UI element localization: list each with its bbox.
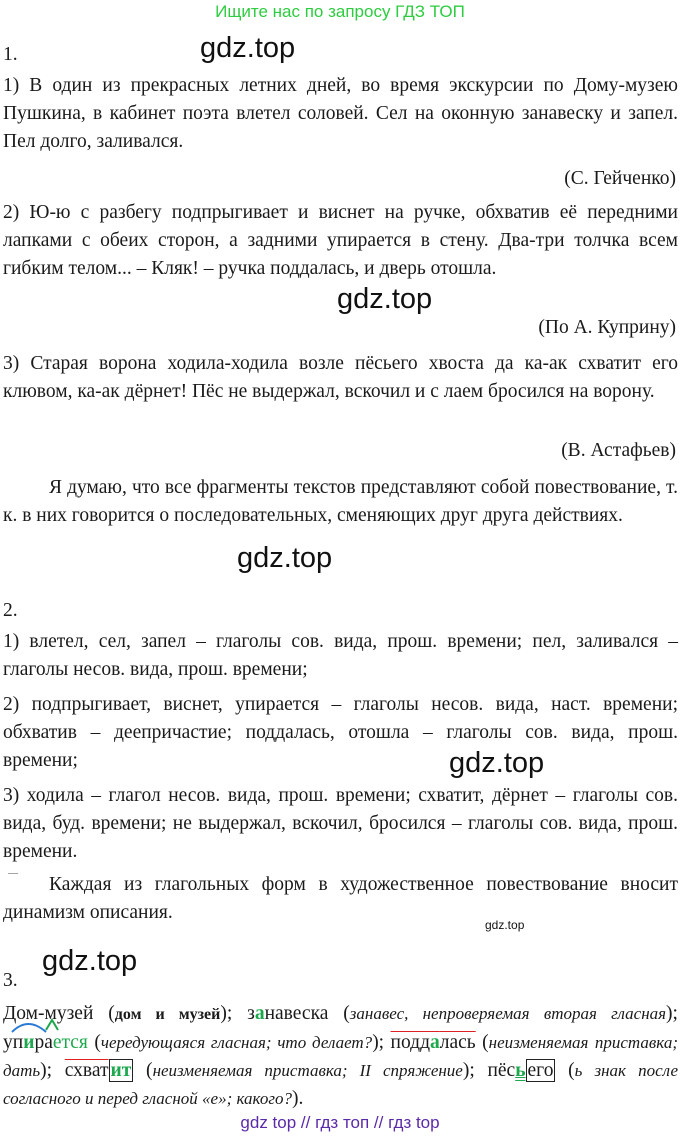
- text-fragment-2: 2) Ю-ю с разбегу подпрыгивает и виснет на ручке, обхватив её передними лапками с обеих сторон, а задними упирается в стену. Два-три толчка всем гибким телом... – Кляк! – ручка поддалась, и дверь отошла.: [3, 202, 678, 279]
- note: занавес, непроверяемая вторая гласная: [349, 1004, 667, 1023]
- note: приставка; дать: [3, 1033, 678, 1080]
- conclusion-paragraph: Каждая из глагольных форм в художественное повествование вносит динамизм описания.: [3, 874, 678, 923]
- word-zanaveska: занавеска: [247, 1003, 329, 1024]
- watermark: gdz.top: [42, 945, 138, 977]
- watermark-small: gdz.top: [485, 918, 525, 932]
- watermark: gdz.top: [337, 283, 433, 315]
- text-fragment-3: 3) Старая ворона ходила-ходила возле пёсьего хвоста да ка-ак схватит его клювом, ка-ак дёрнет! Пёс не выдержал, вскочил и с лаем бросился на ворону.: [3, 353, 678, 402]
- answer-item-3: 3) ходила – глагол несов. вида, прош. времени; схватит, дёрнет – глаголы сов. вида, буд. времени; не выдержал, вскочил, бросился – глаголы сов. вида, прош. времени.: [3, 785, 678, 862]
- text-fragment-1: 1) В один из прекрасных летних дней, во время экскурсии по Дому-музею Пушкина, в кабинет поэта влетел соловей. Сел на оконную занавеску и запел. Пел долго, заливался.: [3, 75, 678, 152]
- footer-links[interactable]: gdz top // гдз топ // гдз top: [240, 1113, 440, 1132]
- word-skhvatit: схват ит: [64, 1060, 132, 1081]
- word-dom-muzei: Дом-музей: [3, 1003, 94, 1024]
- answer-item-1: 1) влетел, сел, запел – глаголы сов. вида, прош. времени; пел, заливался – глаголы несов. вида, прош. времени;: [3, 631, 678, 680]
- note: неизменяемая: [488, 1033, 589, 1052]
- note: неизменяемая приставка; II спряжение: [152, 1061, 463, 1080]
- section-number: 3.: [3, 970, 18, 991]
- answer-item-2: 2) подпрыгивает, виснет, упирается – глаголы несов. вида, наст. времени; обхватив – деепричастие; поддалась, отошла – глаголы сов. вида, прош. времени;: [3, 694, 678, 771]
- author-credit: (С. Гейченко): [564, 168, 676, 189]
- word-pesego: пёсь его: [487, 1060, 554, 1081]
- word-poddalas: поддалась: [390, 1032, 476, 1053]
- word-upiraetsya: упирается: [3, 1032, 88, 1053]
- spelling-analysis: Дом-музей (дом и музей); занавеска (занавес, непроверяемая вторая гласная); упирается (чередующаяся гласная; что делает?); поддалась (неизменяемая приставка; дать); схват ит (неизменяемая приставка; II спряжение); пёсь его (ь знак после согласного и перед гласной «е»; какого?).: [3, 1003, 678, 1109]
- watermark: gdz.top: [449, 747, 545, 779]
- watermark: gdz.top: [237, 542, 333, 574]
- note: дом и музей: [114, 1006, 221, 1023]
- author-credit: (В. Астафьев): [561, 440, 676, 461]
- section-number: 2.: [3, 600, 18, 621]
- search-banner[interactable]: Ищите нас по запросу ГДЗ ТОП: [215, 2, 465, 21]
- note: чередующаяся гласная; что делает?: [100, 1033, 373, 1052]
- author-credit: (По А. Куприну): [538, 317, 676, 338]
- note: ь знак после согласного и перед гласной «е»; какого?: [3, 1061, 678, 1108]
- ending-box: ит: [110, 1060, 132, 1081]
- section-number: 1.: [3, 44, 18, 65]
- ending-box: его: [527, 1060, 554, 1081]
- watermark: gdz.top: [200, 32, 296, 64]
- conclusion-paragraph: Я думаю, что все фрагменты текстов представляют собой повествование, т. к. в них говорится о последовательных, сменяющих друг друга действиях.: [3, 477, 678, 526]
- scan-artifact: —: [8, 868, 18, 879]
